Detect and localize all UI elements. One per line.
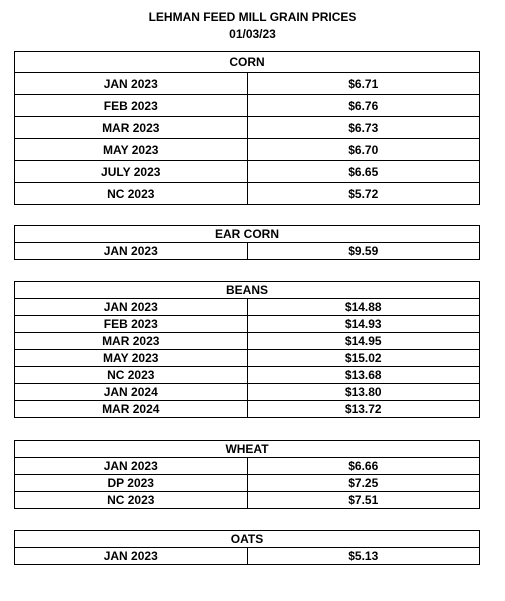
table-row	[15, 333, 480, 350]
price-value: $7.25	[247, 475, 480, 492]
price-value: $6.71	[247, 73, 480, 95]
price-value: $6.70	[247, 139, 480, 161]
table-row	[15, 243, 480, 260]
table-header-row	[15, 226, 480, 243]
table-row	[15, 548, 480, 565]
section-title-ear-corn: EAR CORN	[15, 226, 480, 243]
contract-month: MAR 2024	[15, 401, 248, 418]
price-value: $9.59	[247, 243, 480, 260]
price-date: 01/03/23	[229, 27, 276, 41]
price-value: $13.80	[247, 384, 480, 401]
wheat-price-table	[14, 440, 480, 509]
price-value: $14.88	[247, 299, 480, 316]
table-row	[15, 316, 480, 333]
price-value: $14.95	[247, 333, 480, 350]
contract-month: JAN 2023	[15, 548, 248, 565]
price-value: $6.76	[247, 95, 480, 117]
table-row	[15, 161, 480, 183]
contract-month: MAR 2023	[15, 117, 248, 139]
price-value: $13.68	[247, 367, 480, 384]
corn-price-table	[14, 51, 480, 205]
contract-month: JAN 2023	[15, 243, 248, 260]
table-row	[15, 475, 480, 492]
table-row	[15, 73, 480, 95]
price-value: $15.02	[247, 350, 480, 367]
table-row	[15, 350, 480, 367]
contract-month: NC 2023	[15, 367, 248, 384]
table-header-row	[15, 282, 480, 299]
page-title: LEHMAN FEED MILL GRAIN PRICES	[148, 10, 357, 24]
oats-price-table	[14, 530, 480, 565]
table-header-row	[15, 52, 480, 73]
price-value: $13.72	[247, 401, 480, 418]
table-row	[15, 458, 480, 475]
table-row	[15, 401, 480, 418]
contract-month: JAN 2023	[15, 458, 248, 475]
contract-month: JULY 2023	[15, 161, 248, 183]
contract-month: MAY 2023	[15, 139, 248, 161]
contract-month: NC 2023	[15, 492, 248, 509]
table-row	[15, 384, 480, 401]
table-row	[15, 367, 480, 384]
section-title-beans: BEANS	[15, 282, 480, 299]
table-header-row	[15, 531, 480, 548]
contract-month: NC 2023	[15, 183, 248, 205]
ear-corn-price-table	[14, 225, 480, 260]
section-title-corn: CORN	[15, 52, 480, 73]
contract-month: MAY 2023	[15, 350, 248, 367]
table-header-row	[15, 441, 480, 458]
contract-month: JAN 2023	[15, 73, 248, 95]
table-row	[15, 492, 480, 509]
price-value: $6.73	[247, 117, 480, 139]
table-row	[15, 95, 480, 117]
price-value: $5.72	[247, 183, 480, 205]
price-value: $7.51	[247, 492, 480, 509]
contract-month: JAN 2024	[15, 384, 248, 401]
contract-month: MAR 2023	[15, 333, 248, 350]
price-value: $6.65	[247, 161, 480, 183]
beans-price-table	[14, 281, 480, 418]
contract-month: DP 2023	[15, 475, 248, 492]
contract-month: JAN 2023	[15, 299, 248, 316]
contract-month: FEB 2023	[15, 95, 248, 117]
table-row	[15, 183, 480, 205]
price-value: $5.13	[247, 548, 480, 565]
table-row	[15, 117, 480, 139]
section-title-oats: OATS	[15, 531, 480, 548]
contract-month: FEB 2023	[15, 316, 248, 333]
table-row	[15, 299, 480, 316]
section-title-wheat: WHEAT	[15, 441, 480, 458]
table-row	[15, 139, 480, 161]
price-value: $6.66	[247, 458, 480, 475]
price-value: $14.93	[247, 316, 480, 333]
